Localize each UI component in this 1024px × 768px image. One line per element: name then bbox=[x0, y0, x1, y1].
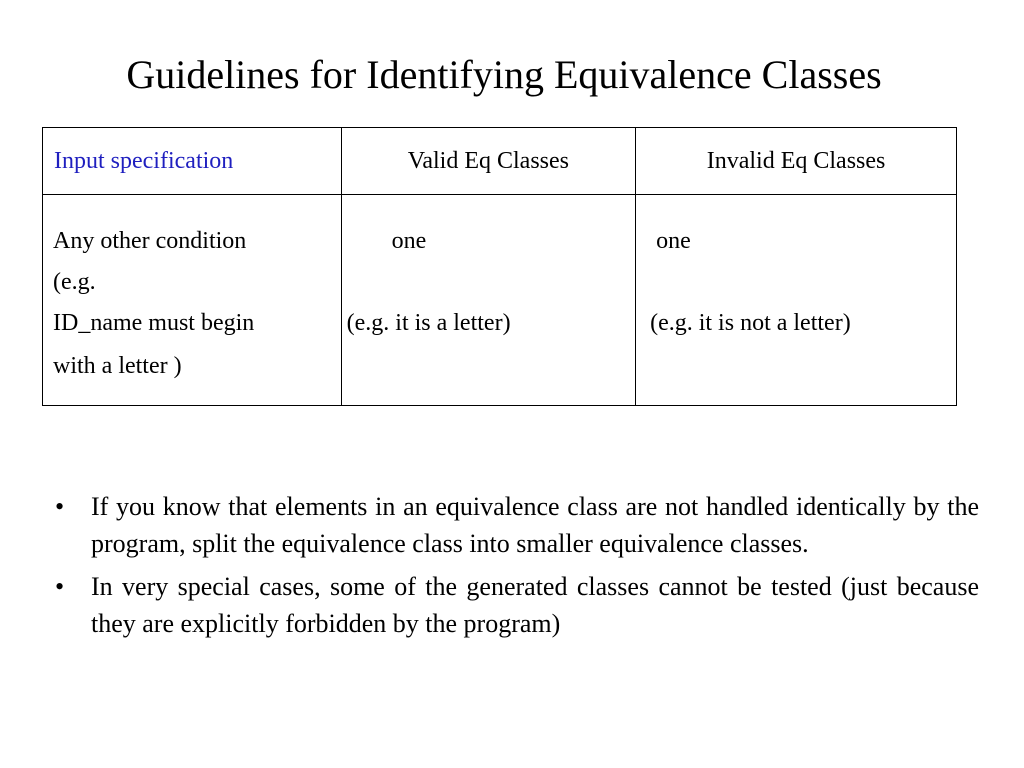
table-row bbox=[43, 195, 957, 406]
bullet-dot-icon: • bbox=[55, 492, 65, 521]
bullet-text: In very special cases, some of the generated classes cannot be tested (just because they are explicitly forbidden by the program) bbox=[91, 572, 979, 638]
cell-input-specification bbox=[43, 195, 342, 406]
input-line: (e.g. bbox=[53, 269, 96, 295]
input-line: ID_name must begin bbox=[53, 310, 255, 336]
cell-valid-eq-classes bbox=[341, 195, 635, 406]
bullet-text: If you know that elements in an equivalence class are not handled identically by the program, split the equivalence class into smaller equivalence classes. bbox=[91, 492, 979, 558]
input-line: with a letter ) bbox=[53, 353, 182, 379]
valid-example: (e.g. it is a letter) bbox=[346, 310, 511, 336]
list-item bbox=[55, 568, 979, 642]
valid-count: one bbox=[391, 228, 427, 254]
list-item bbox=[55, 488, 979, 562]
slide-title: Guidelines for Identifying Equivalence Classes bbox=[126, 52, 882, 97]
header-valid-eq-classes: Valid Eq Classes bbox=[341, 128, 635, 195]
header-invalid-eq-classes: Invalid Eq Classes bbox=[636, 128, 957, 195]
cell-invalid-eq-classes bbox=[636, 195, 957, 406]
invalid-count: one bbox=[656, 228, 691, 254]
bullet-dot-icon: • bbox=[55, 572, 65, 601]
bullet-list bbox=[55, 488, 979, 648]
equivalence-classes-table bbox=[42, 127, 957, 406]
table-header-row bbox=[43, 128, 957, 195]
invalid-example: (e.g. it is not a letter) bbox=[650, 310, 851, 336]
input-line: Any other condition bbox=[53, 228, 247, 254]
header-input-specification: Input specification bbox=[43, 128, 342, 195]
